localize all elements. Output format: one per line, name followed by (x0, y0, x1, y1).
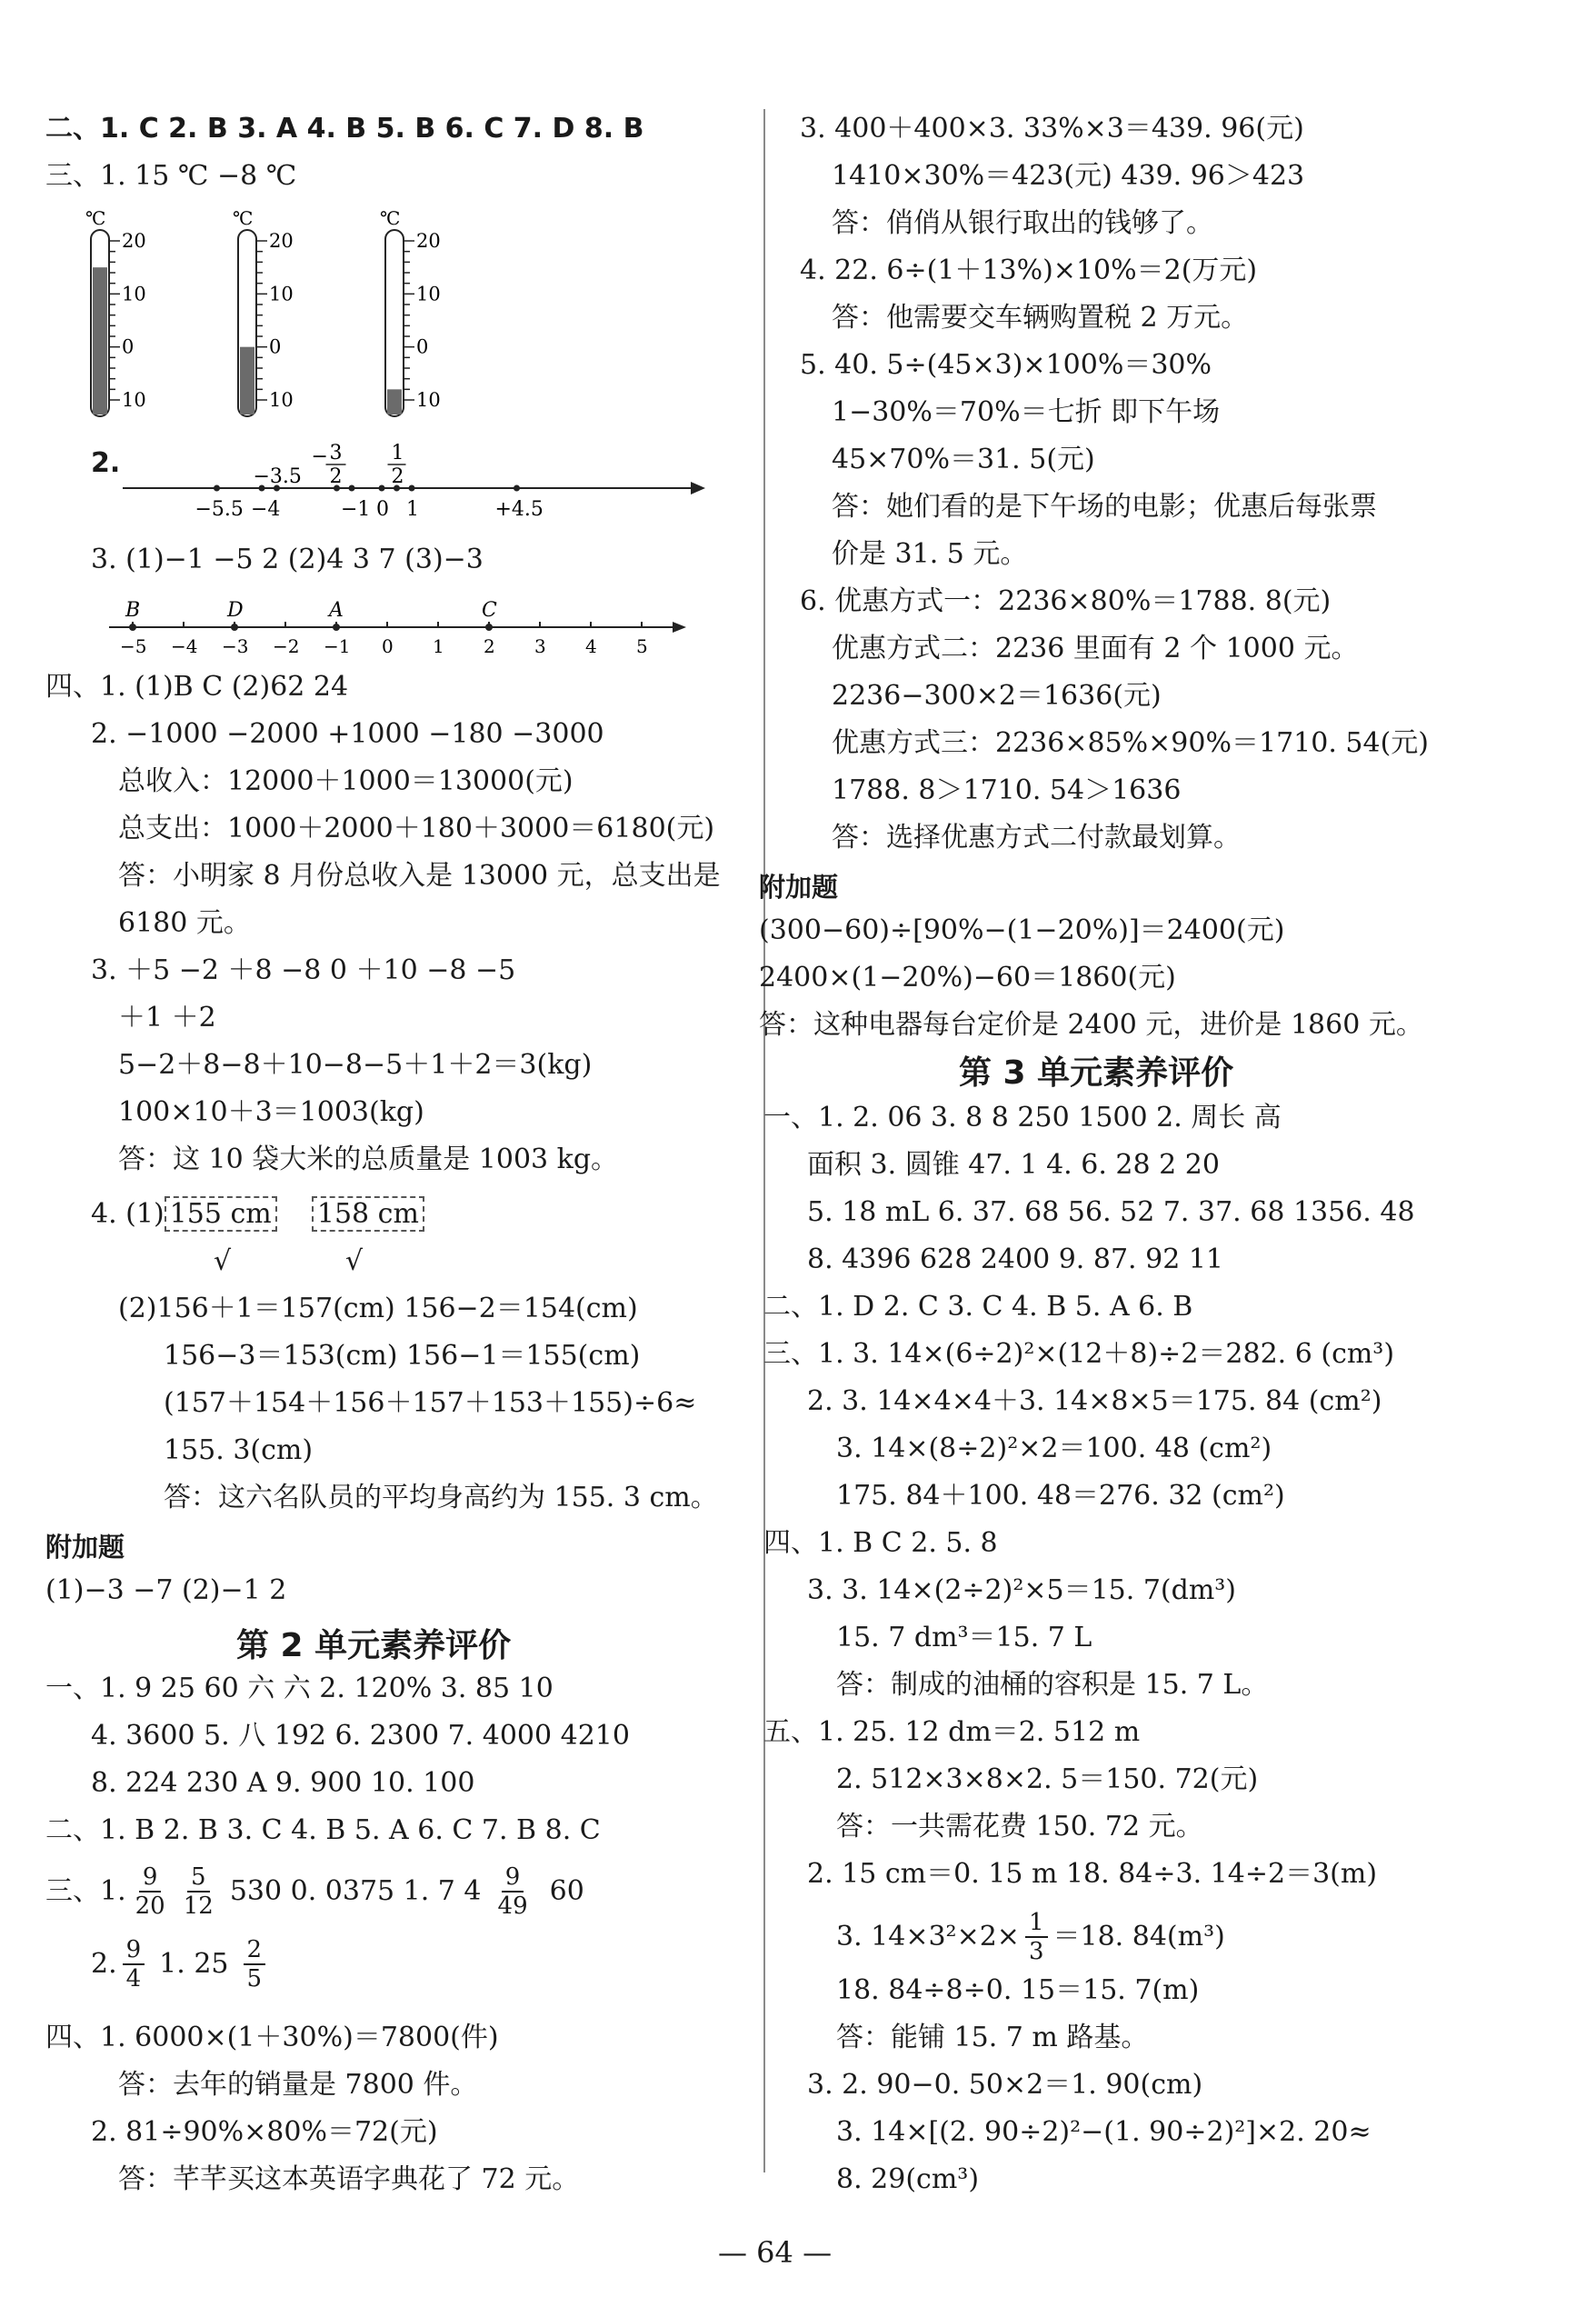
thermometer-mercury (93, 267, 107, 414)
point-marker (129, 624, 136, 631)
thermometer-unit: ℃ (380, 207, 401, 229)
point-marker (514, 485, 520, 492)
answer-line: 答：俏俏从银行取出的钱够了。 (832, 207, 1213, 239)
axis-tick-label: 2 (484, 635, 495, 657)
thermometer-diagram (73, 205, 527, 432)
point-label: +4.5 (494, 498, 544, 521)
point-label: −3.5 (253, 465, 302, 488)
page-number: — 64 — (718, 2235, 833, 2270)
answer-line: 8. 4396 628 2400 9. 87. 92 11 (807, 1243, 1224, 1275)
answer-line: 答：去年的销量是 7800 件。 (118, 2069, 478, 2101)
answer-line: 二、1. B 2. B 3. C 4. B 5. A 6. C 7. B 8. C (45, 1814, 601, 1846)
answer-line: (157＋154＋156＋157＋153＋155)÷6≈ (164, 1387, 697, 1419)
answer-line: 三、1. 15 ℃ −8 ℃ (45, 160, 297, 192)
answer-line: 二、1. C 2. B 3. A 4. B 5. B 6. C 7. D 8. B (45, 113, 644, 145)
point-label: A (329, 599, 344, 622)
answer-line: 2. 15 cm＝0. 15 m 18. 84÷3. 14÷2＝3(m) (807, 1858, 1378, 1890)
answer-line: (1)−3 −7 (2)−1 2 (45, 1574, 287, 1606)
check-mark: √ (345, 1245, 364, 1277)
axis-tick-label: −2 (273, 635, 300, 657)
axis-arrow (691, 482, 705, 494)
answer-line: 8. 29(cm³) (836, 2163, 980, 2195)
answer-text: ＝18. 84(m³) (1052, 1921, 1225, 1952)
answer-line: 2236−300×2＝1636(元) (832, 680, 1162, 712)
answer-line: 优惠方式三：2236×85%×90%＝1710. 54(元) (832, 727, 1429, 759)
answer-text: 1. 25 (159, 1948, 229, 1980)
fraction: $\frac{9}{4}$ (123, 1936, 145, 1992)
question-number: 2. (91, 447, 121, 479)
point-label: C (482, 599, 497, 622)
answer-line: 三、1. 3. 14×(6÷2)²×(12＋8)÷2＝282. 6 (cm³) (763, 1338, 1395, 1370)
thermometer-tick-label: 10 (416, 389, 441, 411)
check-mark: √ (214, 1245, 232, 1277)
question-prefix: 2. (91, 1948, 117, 1980)
height-box-1: 155 cm (165, 1196, 277, 1232)
fraction-denominator: 2 (391, 465, 404, 488)
point-label: 1 (406, 498, 419, 521)
number-line-2 (91, 582, 691, 664)
axis-tick-label: −4 (171, 635, 198, 657)
answer-text: 60 (549, 1875, 584, 1907)
fraction: $\frac{1}{3}$ (1025, 1909, 1048, 1965)
fraction: $\frac{9}{49}$ (497, 1863, 528, 1920)
answer-line: 总收入：12000＋1000＝13000(元) (118, 765, 574, 797)
point-label: −4 (251, 498, 281, 521)
answer-line: 面积 3. 圆锥 47. 1 4. 6. 28 2 20 (807, 1149, 1220, 1181)
answer-line: (2)156＋1＝157(cm) 156−2＝154(cm) (118, 1293, 638, 1324)
answer-line: 价是 31. 5 元。 (832, 538, 1028, 570)
fraction-sign: − (311, 445, 328, 468)
answer-line: 四、1. (1)B C (2)62 24 (45, 671, 349, 703)
point-label: B (125, 599, 141, 622)
thermometer-tick-label: 0 (416, 335, 429, 358)
axis-tick-label: 0 (382, 635, 394, 657)
thermometer-unit: ℃ (85, 207, 106, 229)
answer-line: 6. 优惠方式一：2236×80%＝1788. 8(元) (800, 585, 1332, 617)
section-heading: 附加题 (759, 872, 839, 903)
point-marker (231, 624, 238, 631)
thermometer-tick-label: 20 (122, 230, 146, 252)
thermometer-tick-label: 10 (269, 389, 294, 411)
axis-tick-label: 1 (433, 635, 444, 657)
answer-line: 3. (1)−1 −5 2 (2)4 3 7 (3)−3 (91, 544, 484, 575)
answer-line: 4. 3600 5. 八 192 6. 2300 7. 4000 4210 (91, 1720, 630, 1752)
point-marker (349, 485, 355, 492)
axis-tick-label: −3 (222, 635, 249, 657)
thermometer-tick-label: 20 (416, 230, 441, 252)
answer-line: 二、1. D 2. C 3. C 4. B 5. A 6. B (763, 1291, 1193, 1323)
question-prefix: 三、1. (45, 1875, 126, 1907)
answer-line: 2. −1000 −2000 +1000 −180 −3000 (91, 718, 604, 750)
unit-title: 第 3 单元素养评价 (959, 1054, 1234, 1092)
answer-line: ＋1 ＋2 (118, 1002, 216, 1034)
answer-line: 2. 3. 14×4×4＋3. 14×8×5＝175. 84 (cm²) (807, 1385, 1382, 1417)
answer-line: 3. ＋5 −2 ＋8 −8 0 ＋10 −8 −5 (91, 954, 516, 986)
answer-line: 答：小明家 8 月份总收入是 13000 元，总支出是 (118, 860, 721, 892)
answer-line: 答：这 10 袋大米的总质量是 1003 kg。 (118, 1144, 619, 1175)
answer-line: 答：这六名队员的平均身高约为 155. 3 cm。 (164, 1482, 718, 1513)
answer-line: 3. 14×[(2. 90÷2)²−(1. 90÷2)²]×2. 20≈ (836, 2116, 1372, 2148)
answer-text: 530 0. 0375 1. 7 4 (229, 1875, 482, 1907)
thermometer-unit: ℃ (233, 207, 254, 229)
answer-line: 156−3＝153(cm) 156−1＝155(cm) (164, 1340, 641, 1372)
answer-line: 答：制成的油桶的容积是 15. 7 L。 (836, 1669, 1269, 1701)
point-label: −5.5 (195, 498, 244, 521)
answer-text: 3. 14×3²×2× (836, 1921, 1020, 1952)
thermometer-tick-label: 0 (122, 335, 135, 358)
number-line-1 (109, 432, 718, 541)
answer-line: 四、1. 6000×(1＋30%)＝7800(件) (45, 2022, 499, 2053)
point-label: D (227, 599, 244, 622)
point-marker (379, 485, 385, 492)
answer-line: 2. 512×3×8×2. 5＝150. 72(元) (836, 1763, 1259, 1795)
thermometer-tick-label: 10 (269, 283, 294, 305)
thermometer-tick-label: 0 (269, 335, 282, 358)
answer-line (836, 1909, 1225, 1965)
answer-line: 一、1. 2. 06 3. 8 8 250 1500 2. 周长 高 (763, 1102, 1282, 1134)
answer-line: 3. 2. 90−0. 50×2＝1. 90(cm) (807, 2069, 1203, 2101)
answer-line: 18. 84÷8÷0. 15＝15. 7(m) (836, 1974, 1200, 2006)
point-label: 0 (376, 498, 389, 521)
answer-line: 3. 3. 14×(2÷2)²×5＝15. 7(dm³) (807, 1574, 1237, 1606)
answer-line (91, 1196, 424, 1233)
answer-line: 1−30%＝70%＝七折 即下午场 (832, 396, 1221, 428)
section-heading: 附加题 (45, 1532, 125, 1563)
answer-line: 175. 84＋100. 48＝276. 32 (cm²) (836, 1480, 1285, 1512)
answer-line: 5. 40. 5÷(45×3)×100%＝30% (800, 349, 1212, 381)
answer-line: (300−60)÷[90%−(1−20%)]＝2400(元) (759, 914, 1285, 946)
thermometer-tick-label: 10 (122, 389, 146, 411)
question-prefix: 4. (1) (91, 1198, 165, 1230)
answer-line: 15. 7 dm³＝15. 7 L (836, 1622, 1092, 1653)
answer-line: 四、1. B C 2. 5. 8 (763, 1527, 998, 1559)
fraction-numerator: 1 (391, 442, 404, 464)
fraction: $\frac{9}{20}$ (135, 1863, 165, 1920)
answer-line: 五、1. 25. 12 dm＝2. 512 m (763, 1716, 1141, 1748)
height-box-2: 158 cm (312, 1196, 424, 1232)
answer-line: 8. 224 230 A 9. 900 10. 100 (91, 1767, 475, 1799)
point-marker (333, 624, 340, 631)
answer-line: 2400×(1−20%)−60＝1860(元) (759, 962, 1176, 994)
column-divider (763, 109, 765, 2172)
answer-line: 5−2＋8−8＋10−8−5＋1＋2＝3(kg) (118, 1049, 593, 1081)
answer-line: 答：选择优惠方式二付款最划算。 (832, 822, 1241, 854)
answer-line: 3. 400＋400×3. 33%×3＝439. 96(元) (800, 113, 1304, 145)
answer-line: 答：他需要交车辆购置税 2 万元。 (832, 302, 1249, 334)
answer-line (91, 1936, 271, 1992)
fraction: $\frac{2}{5}$ (244, 1936, 266, 1992)
answer-line: 6180 元。 (118, 907, 251, 939)
answer-line: 45×70%＝31. 5(元) (832, 444, 1095, 475)
answer-line: 155. 3(cm) (164, 1434, 314, 1466)
point-marker (485, 624, 493, 631)
thermometer-mercury (240, 347, 254, 414)
thermometer-tick-label: 20 (269, 230, 294, 252)
thermometer-mercury (387, 389, 402, 414)
answer-line: 1788. 8＞1710. 54＞1636 (832, 774, 1182, 806)
thermometer-tube (385, 230, 404, 416)
axis-tick-label: −1 (324, 635, 351, 657)
answer-line: 答：一共需花费 150. 72 元。 (836, 1811, 1203, 1843)
answer-line: 5. 18 mL 6. 37. 68 56. 52 7. 37. 68 1356. 48 (807, 1196, 1415, 1228)
answer-line: 答：这种电器每台定价是 2400 元，进价是 1860 元。 (759, 1009, 1423, 1041)
answer-line: 优惠方式二：2236 里面有 2 个 1000 元。 (832, 633, 1359, 664)
fraction: $\frac{5}{12}$ (183, 1863, 214, 1920)
axis-tick-label: −5 (120, 635, 147, 657)
point-label: −1 (341, 498, 371, 521)
unit-title: 第 2 单元素养评价 (236, 1627, 512, 1664)
answer-line: 100×10＋3＝1003(kg) (118, 1096, 424, 1128)
answer-line: 答：她们看的是下午场的电影；优惠后每张票 (832, 491, 1377, 523)
answer-line: 2. 81÷90%×80%＝72(元) (91, 2116, 438, 2148)
answer-line: 一、1. 9 25 60 六 六 2. 120% 3. 85 10 (45, 1673, 554, 1704)
answer-line: 3. 14×(8÷2)²×2＝100. 48 (cm²) (836, 1433, 1272, 1464)
answer-line: 答：能铺 15. 7 m 路基。 (836, 2022, 1149, 2053)
axis-arrow (673, 622, 686, 633)
fraction-denominator: 2 (329, 465, 343, 488)
answer-line: 1410×30%＝423(元) 439. 96＞423 (832, 160, 1305, 192)
answer-line: 答：芊芊买这本英语字典花了 72 元。 (118, 2163, 580, 2195)
answer-line: 总支出：1000＋2000＋180＋3000＝6180(元) (118, 813, 715, 844)
thermometer-tick-label: 10 (122, 283, 146, 305)
point-marker (214, 485, 220, 492)
point-marker (409, 485, 415, 492)
thermometer-tick-label: 10 (416, 283, 441, 305)
axis-tick-label: 3 (534, 635, 546, 657)
answer-line (45, 1863, 584, 1920)
answer-line: 4. 22. 6÷(1＋13%)×10%＝2(万元) (800, 255, 1258, 286)
fraction-numerator: 3 (329, 442, 343, 464)
axis-tick-label: 4 (585, 635, 597, 657)
axis-tick-label: 5 (636, 635, 648, 657)
